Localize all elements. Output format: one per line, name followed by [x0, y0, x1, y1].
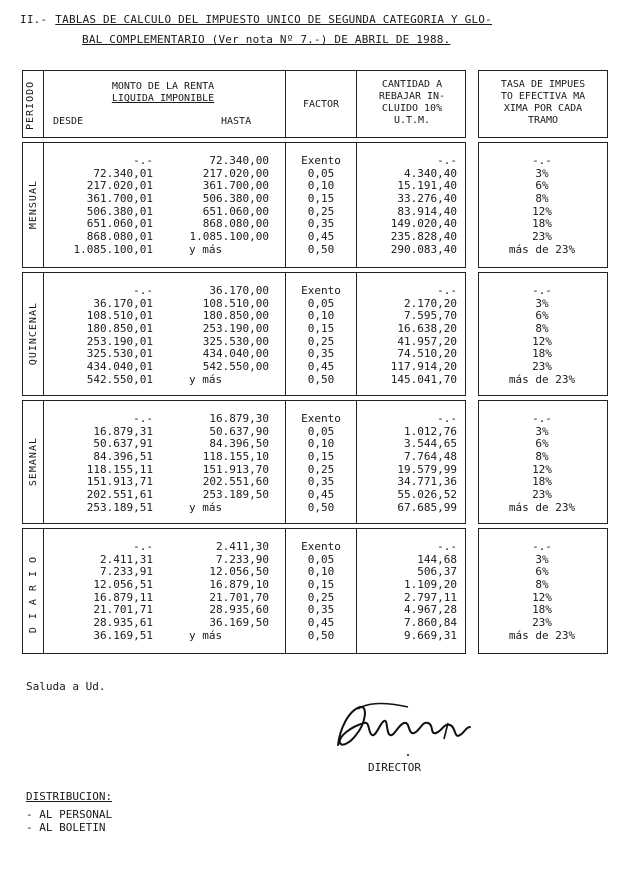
cell-desde: 506.380,01 — [86, 204, 153, 218]
table-row — [479, 285, 607, 298]
cell-cantidad: 145.041,70 — [390, 372, 457, 386]
cell-desde: 151.913,71 — [86, 475, 153, 489]
cell-desde: -.- — [133, 412, 153, 425]
table-row — [479, 361, 607, 374]
cell-desde: 542.550,01 — [86, 372, 153, 386]
table-row — [479, 413, 607, 426]
cell-desde: 21.701,71 — [93, 603, 153, 617]
cell-tasa: -.- — [532, 412, 552, 425]
cell-cantidad: -.- — [437, 154, 457, 167]
table-row — [23, 579, 465, 592]
cell-cantidad: 2.797,11 — [404, 590, 457, 604]
section-mensual-left — [22, 142, 466, 268]
header-hasta: HASTA — [221, 116, 252, 127]
table-header-right — [478, 70, 608, 138]
cell-hasta: y más — [189, 242, 223, 256]
cell-factor: 0,50 — [307, 242, 335, 256]
cell-factor: 0,45 — [307, 616, 335, 630]
cell-cantidad: 19.579,99 — [397, 462, 457, 476]
cell-factor: 0,05 — [307, 166, 335, 180]
cell-factor: 0,35 — [307, 217, 335, 231]
cell-cantidad: 7.860,84 — [404, 616, 457, 630]
header-factor: FACTOR — [302, 99, 340, 110]
header-tasa-line4: TRAMO — [527, 115, 559, 126]
table-row — [23, 361, 465, 374]
distribution-item: - AL BOLETIN — [26, 821, 106, 834]
cell-desde: 36.169,51 — [93, 628, 153, 642]
cell-hasta: 253.190,00 — [202, 322, 269, 336]
cell-cantidad: 1.109,20 — [404, 578, 457, 592]
cell-desde: 651.060,01 — [86, 217, 153, 231]
header-monto-line1: MONTO DE LA RENTA — [111, 81, 215, 92]
table-row — [479, 155, 607, 168]
cell-tasa: más de 23% — [508, 500, 576, 514]
cell-desde: 108.510,01 — [86, 309, 153, 323]
director-signature — [330, 693, 480, 767]
distribution-item: - AL PERSONAL — [26, 808, 113, 821]
cell-cantidad: 41.957,20 — [397, 334, 457, 348]
cell-tasa: más de 23% — [508, 372, 576, 386]
cell-tasa: 3% — [535, 424, 549, 438]
cell-factor: 0,05 — [307, 424, 335, 438]
section-label-semanal: SEMANAL — [27, 437, 39, 487]
cell-hasta: 16.879,30 — [209, 412, 269, 425]
table-row — [23, 374, 465, 387]
cell-cantidad: 149.020,40 — [390, 217, 457, 231]
title-number: II.- — [20, 13, 48, 26]
cell-factor: 0,10 — [307, 309, 335, 323]
cell-tasa: 6% — [535, 437, 549, 451]
cell-factor: 0,25 — [307, 204, 335, 218]
cell-desde: 434.040,01 — [86, 360, 153, 374]
cell-hasta: 7.233,90 — [216, 552, 269, 566]
table-row — [23, 541, 465, 554]
cell-factor: 0,15 — [307, 578, 335, 592]
cell-cantidad: 3.544,65 — [404, 437, 457, 451]
cell-factor: 0,25 — [307, 590, 335, 604]
cell-desde: 180.850,01 — [86, 322, 153, 336]
table-row — [479, 502, 607, 515]
cell-factor: 0,15 — [307, 192, 335, 206]
cell-tasa: 18% — [532, 603, 552, 617]
section-diario-left — [22, 528, 466, 654]
cell-hasta: 36.169,50 — [209, 616, 269, 630]
title-line-1: TABLAS DE CALCULO DEL IMPUESTO UNICO DE SEGUNDA CATEGORIA Y GLO- — [55, 13, 492, 26]
cell-tasa: 3% — [535, 296, 549, 310]
table-row — [23, 285, 465, 298]
cell-hasta: 253.189,50 — [202, 488, 269, 502]
cell-factor: 0,05 — [307, 296, 335, 310]
cell-hasta: 325.530,00 — [202, 334, 269, 348]
table-row — [23, 413, 465, 426]
cell-hasta: 72.340,00 — [209, 154, 269, 167]
cell-tasa: 23% — [532, 488, 552, 502]
cell-tasa: -.- — [532, 540, 552, 553]
cell-desde: 12.056,51 — [93, 578, 153, 592]
cell-tasa: 6% — [535, 179, 549, 193]
cell-cantidad: 144,68 — [417, 552, 457, 566]
salutation: Saluda a Ud. — [26, 680, 106, 693]
table-header-left — [22, 70, 466, 138]
cell-factor: 0,35 — [307, 603, 335, 617]
director-label: DIRECTOR — [368, 761, 421, 774]
cell-tasa: 12% — [532, 204, 552, 218]
table-row — [23, 617, 465, 630]
cell-cantidad: 290.083,40 — [390, 242, 457, 256]
cell-factor: Exento — [301, 412, 341, 425]
cell-hasta: 84.396,50 — [209, 437, 269, 451]
cell-factor: 0,50 — [307, 628, 335, 642]
cell-cantidad: 34.771,36 — [397, 475, 457, 489]
cell-factor: 0,10 — [307, 565, 335, 579]
header-cantidad-line2: REBAJAR IN- — [378, 91, 446, 102]
cell-cantidad: 235.828,40 — [390, 230, 457, 244]
cell-desde: 28.935,61 — [93, 616, 153, 630]
cell-cantidad: 7.764,48 — [404, 450, 457, 464]
header-cantidad-line3: CLUIDO 10% — [381, 103, 443, 114]
cell-hasta: 28.935,60 — [209, 603, 269, 617]
section-semanal-right — [478, 400, 608, 524]
header-tasa-line3: XIMA POR CADA — [503, 103, 583, 114]
cell-tasa: 12% — [532, 590, 552, 604]
cell-cantidad: 117.914,20 — [390, 360, 457, 374]
cell-hasta: 16.879,10 — [209, 578, 269, 592]
cell-tasa: 3% — [535, 166, 549, 180]
cell-hasta: y más — [189, 372, 223, 386]
cell-desde: 118.155,11 — [86, 462, 153, 476]
table-row — [23, 193, 465, 206]
cell-factor: 0,50 — [307, 500, 335, 514]
cell-desde: 16.879,31 — [93, 424, 153, 438]
distribution-list — [26, 808, 112, 834]
cell-factor: 0,45 — [307, 360, 335, 374]
cell-factor: Exento — [301, 154, 341, 167]
table-row — [23, 630, 465, 643]
cell-cantidad: 7.595,70 — [404, 309, 457, 323]
cell-cantidad: -.- — [437, 412, 457, 425]
cell-factor: 0,45 — [307, 488, 335, 502]
table-row — [479, 451, 607, 464]
cell-hasta: 1.085.100,00 — [189, 230, 269, 244]
cell-factor: 0,45 — [307, 230, 335, 244]
cell-cantidad: 506,37 — [417, 565, 457, 579]
cell-hasta: y más — [189, 500, 223, 514]
cell-tasa: 12% — [532, 462, 552, 476]
cell-tasa: 23% — [532, 616, 552, 630]
table-row — [479, 617, 607, 630]
cell-hasta: 151.913,70 — [202, 462, 269, 476]
cell-cantidad: 16.638,20 — [397, 322, 457, 336]
table-row — [23, 489, 465, 502]
cell-hasta: 506.380,00 — [202, 192, 269, 206]
cell-desde: 202.551,61 — [86, 488, 153, 502]
table-row — [479, 231, 607, 244]
header-tasa-line2: TO EFECTIVA MA — [500, 91, 586, 102]
table-row — [23, 451, 465, 464]
cell-cantidad: 2.170,20 — [404, 296, 457, 310]
cell-tasa: 8% — [535, 322, 549, 336]
cell-cantidad: 74.510,20 — [397, 347, 457, 361]
cell-cantidad: 33.276,40 — [397, 192, 457, 206]
header-cantidad-line4: U.T.M. — [393, 115, 431, 126]
cell-hasta: 868.080,00 — [202, 217, 269, 231]
table-row — [23, 502, 465, 515]
section-label-diario: DIARIO — [27, 548, 39, 634]
cell-tasa: más de 23% — [508, 628, 576, 642]
cell-hasta: 542.550,00 — [202, 360, 269, 374]
header-desde: DESDE — [53, 116, 84, 127]
cell-factor: 0,25 — [307, 334, 335, 348]
cell-desde: 217.020,01 — [86, 179, 153, 193]
table-row — [23, 155, 465, 168]
cell-desde: 868.080,01 — [86, 230, 153, 244]
cell-factor: Exento — [301, 540, 341, 553]
section-diario-right — [478, 528, 608, 654]
cell-tasa: 6% — [535, 309, 549, 323]
table-row — [479, 193, 607, 206]
cell-cantidad: 9.669,31 — [404, 628, 457, 642]
cell-hasta: 180.850,00 — [202, 309, 269, 323]
cell-desde: 325.530,01 — [86, 347, 153, 361]
cell-tasa: 23% — [532, 360, 552, 374]
table-row — [479, 323, 607, 336]
cell-hasta: 651.060,00 — [202, 204, 269, 218]
cell-tasa: 8% — [535, 192, 549, 206]
section-label-quincenal: QUINCENAL — [27, 302, 39, 366]
cell-desde: 72.340,01 — [93, 166, 153, 180]
header-cantidad — [359, 79, 465, 127]
cell-tasa: -.- — [532, 284, 552, 297]
cell-cantidad: 4.340,40 — [404, 166, 457, 180]
section-quincenal-right — [478, 272, 608, 396]
header-tasa-line1: TASA DE IMPUES — [500, 79, 586, 90]
cell-hasta: 50.637,90 — [209, 424, 269, 438]
cell-tasa: 18% — [532, 475, 552, 489]
header-monto-line2: LIQUIDA IMPONIBLE — [111, 93, 215, 104]
cell-tasa: 8% — [535, 578, 549, 592]
cell-factor: 0,35 — [307, 475, 335, 489]
cell-tasa: 18% — [532, 217, 552, 231]
cell-cantidad: 15.191,40 — [397, 179, 457, 193]
cell-hasta: 21.701,70 — [209, 590, 269, 604]
cell-factor: 0,10 — [307, 437, 335, 451]
table-row — [479, 374, 607, 387]
cell-tasa: 6% — [535, 565, 549, 579]
cell-cantidad: 67.685,99 — [397, 500, 457, 514]
cell-desde: 361.700,01 — [86, 192, 153, 206]
table-row — [23, 231, 465, 244]
cell-factor: 0,35 — [307, 347, 335, 361]
cell-factor: 0,25 — [307, 462, 335, 476]
cell-desde: 36.170,01 — [93, 296, 153, 310]
cell-hasta: y más — [189, 628, 223, 642]
cell-cantidad: 1.012,76 — [404, 424, 457, 438]
cell-tasa: 3% — [535, 552, 549, 566]
cell-cantidad: 83.914,40 — [397, 204, 457, 218]
table-row — [479, 579, 607, 592]
section-mensual-right — [478, 142, 608, 268]
cell-hasta: 36.170,00 — [209, 284, 269, 297]
cell-hasta: 434.040,00 — [202, 347, 269, 361]
cell-desde: 2.411,31 — [100, 552, 153, 566]
cell-desde: 50.637,91 — [93, 437, 153, 451]
cell-hasta: 202.551,60 — [202, 475, 269, 489]
cell-factor: Exento — [301, 284, 341, 297]
distribution-title: DISTRIBUCION: — [26, 790, 113, 803]
cell-desde: 7.233,91 — [100, 565, 153, 579]
cell-tasa: más de 23% — [508, 242, 576, 256]
table-row — [479, 244, 607, 257]
document-title — [20, 10, 620, 50]
cell-hasta: 2.411,30 — [216, 540, 269, 553]
cell-hasta: 108.510,00 — [202, 296, 269, 310]
section-quincenal-left — [22, 272, 466, 396]
cell-tasa: 8% — [535, 450, 549, 464]
cell-factor: 0,05 — [307, 552, 335, 566]
cell-cantidad: -.- — [437, 540, 457, 553]
cell-desde: 253.190,01 — [86, 334, 153, 348]
cell-desde: -.- — [133, 540, 153, 553]
cell-tasa: 12% — [532, 334, 552, 348]
header-cantidad-line1: CANTIDAD A — [381, 79, 443, 90]
cell-tasa: 18% — [532, 347, 552, 361]
section-label-mensual: MENSUAL — [27, 180, 39, 230]
table-row — [479, 630, 607, 643]
cell-cantidad: 4.967,28 — [404, 603, 457, 617]
table-row — [23, 323, 465, 336]
table-row — [479, 489, 607, 502]
cell-desde: -.- — [133, 284, 153, 297]
cell-hasta: 118.155,10 — [202, 450, 269, 464]
cell-factor: 0,10 — [307, 179, 335, 193]
table-row — [23, 244, 465, 257]
header-tasa — [479, 79, 607, 127]
cell-desde: 253.189,51 — [86, 500, 153, 514]
table-row — [479, 541, 607, 554]
cell-tasa: -.- — [532, 154, 552, 167]
cell-hasta: 217.020,00 — [202, 166, 269, 180]
cell-desde: 1.085.100,01 — [73, 242, 153, 256]
cell-factor: 0,15 — [307, 450, 335, 464]
title-line-2: BAL COMPLEMENTARIO (Ver nota Nº 7.-) DE ABRIL DE 1988. — [82, 33, 451, 46]
cell-hasta: 361.700,00 — [202, 179, 269, 193]
cell-cantidad: -.- — [437, 284, 457, 297]
cell-factor: 0,50 — [307, 372, 335, 386]
section-semanal-left — [22, 400, 466, 524]
cell-desde: 16.879,11 — [93, 590, 153, 604]
cell-desde: -.- — [133, 154, 153, 167]
cell-tasa: 23% — [532, 230, 552, 244]
cell-factor: 0,15 — [307, 322, 335, 336]
cell-desde: 84.396,51 — [93, 450, 153, 464]
header-monto — [47, 81, 279, 105]
header-periodo: PERIODO — [25, 80, 36, 130]
cell-hasta: 12.056,50 — [209, 565, 269, 579]
cell-cantidad: 55.026,52 — [397, 488, 457, 502]
